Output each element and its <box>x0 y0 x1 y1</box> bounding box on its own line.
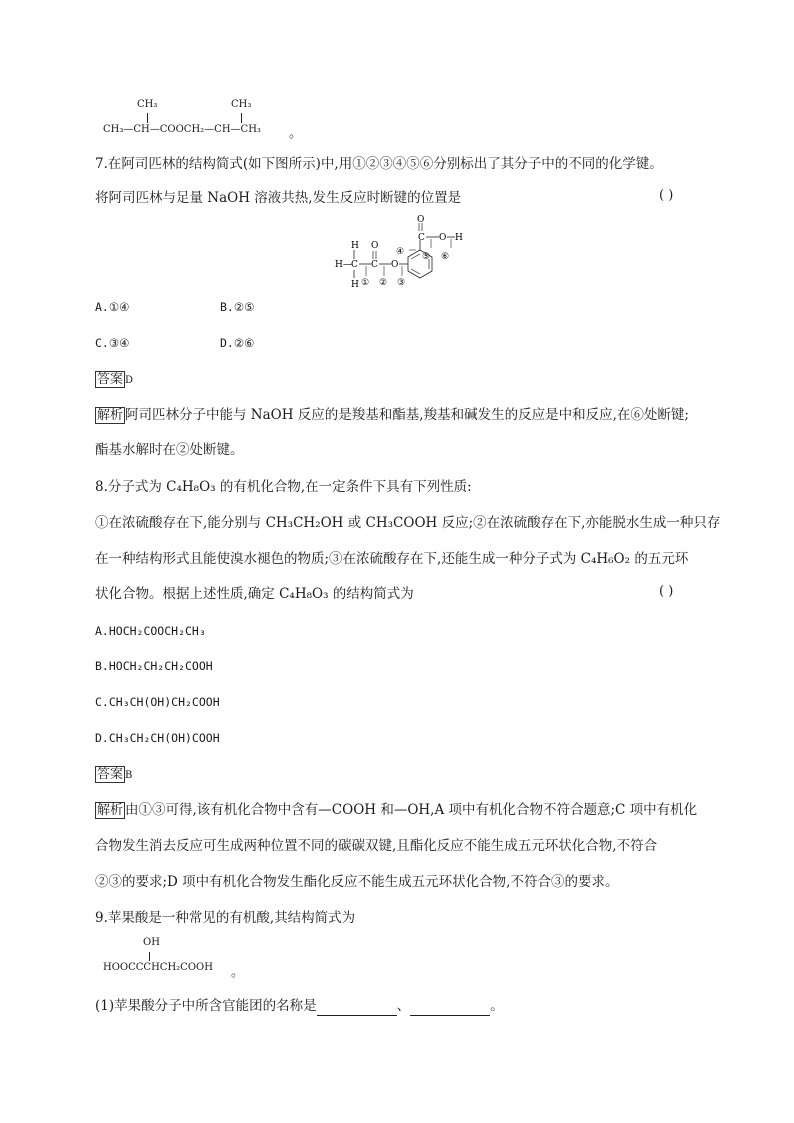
q9-stem-line1: 9.苹果酸是一种常见的有机酸,其结构简式为 <box>95 910 356 926</box>
bond-label-1: ① <box>361 278 370 288</box>
formula-bond-2 <box>241 113 242 123</box>
q9-blank-2[interactable] <box>410 1001 490 1016</box>
q7-analysis-row1 <box>95 405 689 426</box>
q9-sub1-sep: 、 <box>396 998 411 1014</box>
struct-h-acid: H <box>455 233 463 243</box>
q8-stem-line1: 8.分子式为 C₄H₈O₃ 的有机化合物,在一定条件下具有下列性质: <box>95 479 472 495</box>
q8-option-a: A.HOCH₂COOCH₂CH₃ <box>95 624 206 638</box>
q8-stem-line2: ①在浓硫酸存在下,能分别与 CH₃CH₂OH 或 CH₃COOH 反应;②在浓硫酸存在下,亦能脱水生成一种只存 <box>95 515 721 531</box>
q7-analysis-label: 解析 <box>97 408 124 423</box>
q7-option-c: C.③④ <box>95 336 130 350</box>
q8-analysis-label: 解析 <box>97 803 124 818</box>
formula-branch-2: CH₃ <box>231 99 252 110</box>
q8-option-c: C.CH₃CH(OH)CH₂COOH <box>95 695 220 709</box>
bond-label-2: ② <box>379 278 388 288</box>
formula-main: CH₃—CH—COOCH₂—CH—CH₃ <box>103 124 261 135</box>
bond-label-3: ③ <box>397 278 406 288</box>
svg-text:C: C <box>371 260 378 270</box>
q7-option-d: D.②⑥ <box>220 336 255 350</box>
q7-stem-line1: 7.在阿司匹林的结构简式(如下图所示)中,用①②③④⑤⑥分别标出了其分子中的不同的化学键。 <box>95 156 663 172</box>
bond-label-4: ④ <box>396 247 405 257</box>
bond-label-5: ⑤ <box>422 252 431 262</box>
q8-analysis-row1 <box>95 800 697 821</box>
struct-o-ester: O <box>391 260 399 270</box>
q7-answer-label: 答案 <box>97 372 124 387</box>
q8-option-d: D.CH₃CH₂CH(OH)COOH <box>95 731 220 745</box>
bond-label-6: ⑥ <box>441 252 450 262</box>
q7-option-a: A.①④ <box>95 300 130 314</box>
struct-o-carbonyl-1: O <box>371 241 379 251</box>
q8-option-b: B.HOCH₂CH₂CH₂COOH <box>95 659 213 673</box>
q8-analysis-line3: ②③的要求;D 项中有机化合物发生酯化反应不能生成五元环状化合物,不符合③的要求。 <box>95 874 619 890</box>
q8-answer-paren: ( ) <box>659 584 674 599</box>
formula-end: 。 <box>289 126 303 141</box>
struct-o-hydroxyl: O <box>439 233 447 243</box>
q9-sub1 <box>95 996 504 1016</box>
q8-answer-label: 答案 <box>97 767 124 782</box>
aspirin-structure <box>330 214 470 290</box>
q9-formula-end: 。 <box>231 965 245 980</box>
q9-formula-top: OH <box>143 937 160 948</box>
q8-analysis-line1: 由①③可得,该有机化合物中含有—COOH 和—OH,A 项中有机化合物不符合题意;C 项中有机化 <box>125 802 698 818</box>
q8-analysis-line2: 合物发生消去反应可生成两种位置不同的碳碳双键,且酯化反应不能生成五元环状化合物,不符合 <box>95 838 658 854</box>
svg-text:C: C <box>351 260 358 270</box>
q7-stem-line2: 将阿司匹林与足量 NaOH 溶液共热,发生反应时断键的位置是 <box>95 190 462 206</box>
struct-h-bottom: H <box>351 280 359 290</box>
struct-h-top: H <box>351 241 359 251</box>
svg-text:C: C <box>418 233 425 243</box>
q7-answer-paren: ( ) <box>659 188 674 203</box>
q7-answer-value: D <box>125 375 134 386</box>
q9-formula-main: HOOCCCHCH₂COOH <box>103 962 213 973</box>
struct-o-carbonyl-2: O <box>417 215 425 225</box>
q8-stem-line3: 在一种结构形式且能使溴水褪色的物质;③在浓硫酸存在下,还能生成一种分子式为 C₄H₆O₂ 的五元环 <box>95 551 689 567</box>
q8-stem-line4: 状化合物。根据上述性质,确定 C₄H₈O₃ 的结构简式为 <box>95 586 414 602</box>
q9-formula-bond <box>149 952 150 961</box>
q7-answer-row <box>95 369 133 391</box>
q7-option-b: B.②⑤ <box>220 300 255 314</box>
formula-branch-1: CH₃ <box>137 99 158 110</box>
q9-blank-1[interactable] <box>317 1001 397 1016</box>
q8-answer-value: B <box>125 770 133 781</box>
formula-bond-1 <box>147 113 148 123</box>
q9-sub1-prefix: (1)苹果酸分子中所含官能团的名称是 <box>95 998 317 1014</box>
struct-h-left: H— <box>335 260 352 270</box>
q7-analysis-line2: 酯基水解时在②处断键。 <box>95 442 244 458</box>
q9-sub1-end: 。 <box>490 998 504 1014</box>
q8-answer-row <box>95 764 132 786</box>
q7-analysis-line1: 阿司匹林分子中能与 NaOH 反应的是羧基和酯基,羧基和碱发生的反应是中和反应,在⑥处断键; <box>125 407 689 423</box>
